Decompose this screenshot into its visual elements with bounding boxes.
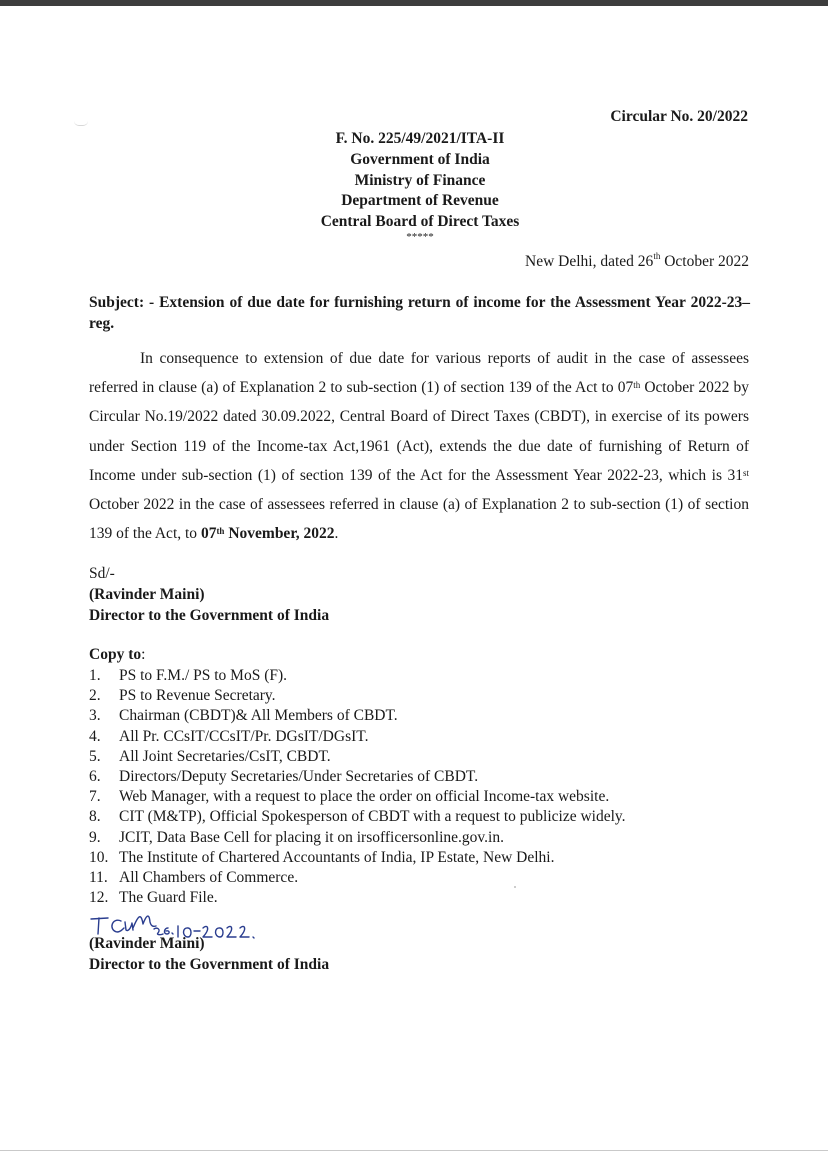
body-sup-1: th <box>633 380 641 391</box>
body-paragraph <box>89 344 749 548</box>
copy-to-item-text: CIT (M&TP), Official Spokesperson of CBDT with a request to publicize widely. <box>119 808 626 826</box>
signatory-name: (Ravinder Maini) <box>89 586 205 603</box>
body-text-3: October 2022 in the case of assessees referred in clause (a) of Explanation 2 to sub-section (1) of section 139 of the Act, to <box>89 496 749 543</box>
copy-to-item-text: PS to Revenue Secretary. <box>119 687 276 705</box>
due-date-month-year: November, 2022 <box>224 525 335 543</box>
copy-to-item-text: All Chambers of Commerce. <box>119 869 299 887</box>
board-line: Central Board of Direct Taxes <box>320 213 520 231</box>
copy-to-item-number: 7. <box>89 788 101 806</box>
body-text-2: October 2022 by Circular No.19/2022 dated 30.09.2022, Central Board of Direct Taxes (CBDT), in exercise of its powers under Section 119 of the Income-tax Act,1961 (Act), extends the due date of furnishing of Return of Income under sub-section (1) of section 139 of the Act for the Assessment Year 2022-23, which is 31 <box>89 379 749 484</box>
signatory-title: Director to the Government of India <box>89 607 330 624</box>
copy-to-item-text: The Guard File. <box>119 889 218 907</box>
copy-to-item-number: 4. <box>89 727 101 745</box>
copy-to-item-text: All Joint Secretaries/CsIT, CBDT. <box>119 747 331 765</box>
file-number: F. No. 225/49/2021/ITA-II <box>335 130 505 147</box>
scan-bottom-edge <box>0 1150 828 1151</box>
body-end: . <box>334 525 339 543</box>
copy-to-item <box>89 706 626 726</box>
sd-mark: Sd/- <box>89 565 115 582</box>
copy-to-item <box>89 686 626 706</box>
copy-to-item-text: All Pr. CCsIT/CCsIT/Pr. DGsIT/DGsIT. <box>119 727 369 745</box>
copy-to-item-number: 5. <box>89 747 101 765</box>
letterhead <box>0 129 828 233</box>
copy-to-item-number: 3. <box>89 707 101 725</box>
body-text-1: In consequence to extension of due date for various reports of audit in the case of assessees referred in clause (a) of Explanation 2 to sub-section (1) of section 139 of the Act to 07 <box>89 350 749 397</box>
copy-to-item <box>89 666 626 686</box>
date-line <box>525 253 749 271</box>
copy-to-item <box>89 868 626 888</box>
copy-to-colon: : <box>141 646 146 663</box>
copy-to-item <box>89 848 626 868</box>
signatory-title-2: Director to the Government of India <box>89 956 330 973</box>
copy-to-item-number: 11. <box>89 869 108 887</box>
date-sup: th <box>653 251 661 261</box>
copy-to-item-number: 8. <box>89 808 101 826</box>
copy-to-item <box>89 727 626 747</box>
copy-to-item <box>89 787 626 807</box>
department-line: Department of Revenue <box>341 192 499 210</box>
due-date-sup: th <box>216 526 225 537</box>
due-date-day: 07 <box>200 525 217 543</box>
copy-to-item <box>89 747 626 767</box>
copy-to-item-number: 6. <box>89 768 101 786</box>
extended-due-date <box>201 525 335 542</box>
copy-to-item <box>89 807 626 827</box>
signatory-name-2: (Ravinder Maini) <box>89 935 205 952</box>
signature-block-1 <box>89 563 329 626</box>
header-stars: ***** <box>406 231 434 243</box>
date-suffix: October 2022 <box>660 253 749 270</box>
copy-to-item-number: 12. <box>89 889 109 907</box>
date-prefix: New Delhi, dated 26 <box>525 253 654 270</box>
copy-to-item-number: 9. <box>89 828 101 846</box>
government-line: Government of India <box>350 150 490 168</box>
copy-to-label: Copy to <box>89 646 142 663</box>
copy-to-item-text: PS to F.M./ PS to MoS (F). <box>119 667 288 684</box>
copy-to-item-number: 1. <box>89 667 101 684</box>
copy-to-list <box>89 666 626 908</box>
copy-to-item <box>89 828 626 848</box>
copy-to-item-text: Web Manager, with a request to place the order on official Income-tax website. <box>119 788 610 806</box>
copy-to-item <box>89 767 626 787</box>
circular-number: Circular No. 20/2022 <box>610 108 748 125</box>
copy-to-item-text: The Institute of Chartered Accountants of India, IP Estate, New Delhi. <box>119 848 555 866</box>
body-sup-2: st <box>742 467 749 478</box>
copy-to-item-text: Directors/Deputy Secretaries/Under Secretaries of CBDT. <box>119 768 479 786</box>
copy-to-item <box>89 888 626 908</box>
scan-top-border <box>0 0 828 6</box>
copy-to-item-number: 2. <box>89 687 101 705</box>
copy-to-item-text: Chairman (CBDT)& All Members of CBDT. <box>119 707 398 725</box>
copy-to-item-number: 10. <box>89 848 109 866</box>
signature-block-2 <box>89 933 329 975</box>
subject-line: Subject: - Extension of due date for furnishing return of income for the Assessment Year 2022-23– reg. <box>89 294 750 332</box>
copy-to-item-text: JCIT, Data Base Cell for placing it on irsofficersonline.gov.in. <box>119 828 504 846</box>
scan-mark <box>74 121 88 126</box>
ministry-line: Ministry of Finance <box>354 171 486 189</box>
copy-to-heading <box>89 646 145 664</box>
